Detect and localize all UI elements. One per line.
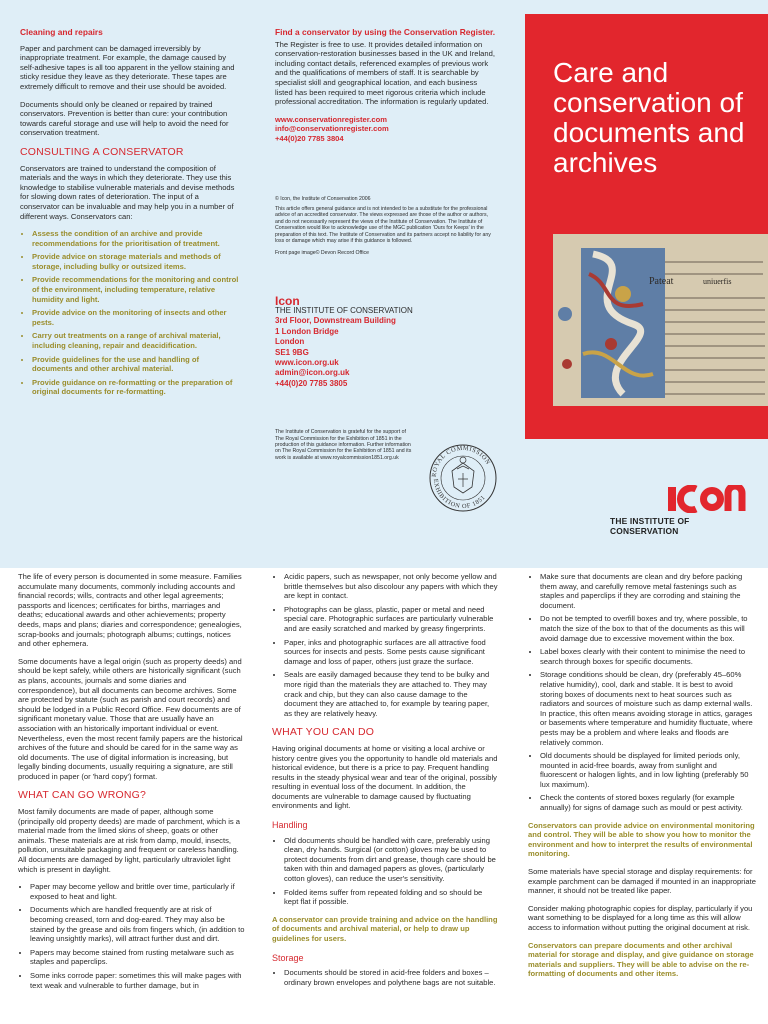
list-item: • Documents which are handled frequently are at risk of becoming creased, torn and dog-eared. They may also be stained by the grease and oils from fingers which, (in addition to leaving unsightly marks), will attract further dust and dirt. — [30, 905, 245, 943]
list-item: • Some inks corrode paper: sometimes this will make pages with text weak and vulnerable to further damage, but in — [30, 971, 245, 990]
list-item: • Do not be tempted to overfill boxes and try, where possible, to match the size of the box to that of the documents as this will avoid damage due to excessive movement within the box. — [540, 614, 756, 643]
seal-bottom-text: EXHIBITION OF 1851 — [431, 478, 487, 511]
list-item: • Provide recommendations for the monitoring and control of the environment, including temperature, relative humidity and light. — [32, 275, 240, 304]
callout-environment: Conservators can provide advice on environmental monitoring and control. They will be able to show you how to monitor the environment and how to interpret the results of environmental monitoring. — [528, 820, 755, 859]
manuscript-text: uniuerfis — [703, 277, 732, 286]
risks-list — [18, 882, 245, 990]
heading-consulting: CONSULTING A CONSERVATOR — [20, 145, 184, 158]
thanks-note: The Institute of Conservation is grateful for the support of The Royal Commission for the Exhibition of 1851 in the production of this guidance information. Further information on The Royal Commission for the Exhibition of 1851 and its work is available at www.royalcommission1851.org.uk — [275, 429, 412, 461]
para-cleaning-2: Documents should only be cleaned or repaired by trained conservators. Prevention is better than cure: your contribution towards careful storage and use will help to avoid the need for conservation treatment. — [20, 99, 229, 138]
para-cleaning-1: Paper and parchment can be damaged irreversibly by inappropriate treatment. For example, the damage caused by self-adhesive tapes is all too apparent in the yellow staining and sticky residue they leave as they deteriorate. These tapes are extremely difficult to remove and their use should be avoided. — [20, 43, 235, 91]
list-item: • Seals are easily damaged because they tend to be bulky and more rigid than the materials they are attached to. They may crack and chip, but they can also cause damage to the document they are attached to, for example by tearing paper, as they are relatively heavy. — [284, 670, 498, 718]
risks-list-continued — [272, 572, 498, 718]
para-consulting: Conservators are trained to understand the composition of materials and the ways in which they deteriorate. They use this knowledge to stabilise vulnerable materials and devise methods for slowing down rates of deterioration. The input of a conservator can be invaluable and may help you in a number of different ways. Conservators can: — [20, 163, 235, 221]
heading-cleaning: Cleaning and repairs — [20, 27, 103, 37]
para-intro-2: Some documents have a legal origin (such as property deeds) and should be kept safely, while others are historically significant (such as plans, accounts, journals and some diaries and correspondence), but all documents can become archives. Some are protected by statute (such as parish and court records) and should be lodged in a Public Record Office. Few documents are of significant monetary value. Those that are usually have an association with an historically important individual or event. Nevertheless, even the most recent family papers are the historical archives of the future and should be cared for in the same way as old documents. The use of digital information is increasing, but legally binding documents, usually requiring a signature, are still produced in paper (or 'hard copy') format. — [18, 656, 243, 781]
heading-find-conservator: Find a conservator by using the Conservation Register. — [275, 27, 496, 37]
list-item: • Provide advice on the monitoring of insects and other pests. — [32, 308, 240, 327]
column-bottom-left — [18, 572, 245, 998]
list-item: • Acidic papers, such as newspaper, not only become yellow and brittle themselves but also discolour any papers with which they are kept in contact. — [284, 572, 498, 601]
seal-top-text: ROYAL COMMISSION — [430, 444, 492, 478]
list-item: • Documents should be stored in acid-free folders and boxes – ordinary brown envelopes and polythene bags are not suitable. — [284, 968, 498, 987]
para-special-materials: Some materials have special storage and display requirements: for example parchment can be damaged if mounted in an inappropriate manner, it should not be treated like paper. — [528, 867, 756, 896]
para-intro-1: The life of every person is documented in some measure. Families accumulate many documents, commonly including accounts and financial records; wills, contracts and other legal agreements; passports and licences; certificates for births, marriages and deaths; educational awards and other achievements; property deeds, maps and plans; diaries and correspondence; genealogies, scrap-books and journals; photograph albums; cuttings, notices and other ephemera. — [18, 572, 242, 649]
list-item: • Carry out treatments on a range of archival material, including cleaning, repair and deacidification. — [32, 331, 240, 350]
list-item: • Old documents should be displayed for limited periods only, mounted in acid-free boards, away from sunlight and fluorescent or halogen lights, and in low lighting (preferably 50 lux maximum). — [540, 751, 756, 789]
para-register: The Register is free to use. It provides detailed information on conservation-restoration businesses based in the UK and Ireland, including contact details, referenced examples of previous work and the qualifications of members of staff. It is searchable by specialist skill and geographical location, and each business listed has been required to meet rigorous criteria which include professional accreditation. The information is regularly updated. — [275, 39, 495, 107]
list-item: • Papers may become stained from rusting metalware such as staples and paperclips. — [30, 948, 245, 967]
list-item: • Storage conditions should be clean, dry (preferably 45–60% relative humidity), cool, dark and stable. It is best to avoid storing boxes of documents next to heat sources such as radiators and sources of moisture such as damp external walls. In practice, this often means avoiding storage in attics, garages or basements where temperature and humidity fluctuate, where pests may be a problem and where leaks and floods are relatively common. — [540, 670, 756, 747]
column-middle-top — [275, 28, 497, 461]
list-item: • Folded items suffer from repeated folding and so should be kept flat if possible. — [284, 888, 498, 907]
list-item: • Photographs can be glass, plastic, paper or metal and need special care. Photographic surfaces are particularly vulnerable and are easily scratched and marked by greasy fingerprints. — [284, 605, 498, 634]
storage-list-continued — [528, 572, 756, 813]
conservator-list — [20, 229, 240, 397]
register-email-link[interactable]: info@conservationregister.com — [275, 124, 389, 134]
icon-website-link[interactable]: www.icon.org.uk — [275, 358, 339, 367]
address-line: 1 London Bridge — [275, 326, 339, 336]
callout-storage-display: Conservators can prepare documents and other archival material for storage and display, and give guidance on storage materials and suppliers. They will be able to advise on the re-formatting of documents and other items. — [528, 940, 754, 979]
address-line: 3rd Floor, Downstream Building — [275, 316, 396, 326]
heading-what-can-go-wrong: WHAT CAN GO WRONG? — [18, 789, 147, 802]
handling-list — [272, 836, 498, 907]
icon-logo-icon — [660, 485, 752, 513]
callout-handling: A conservator can provide training and advice on the handling of documents and archival material, or help to draw up guidelines for users. — [272, 914, 498, 943]
royal-commission-seal-icon — [428, 435, 498, 517]
svg-text:EXHIBITION OF 1851 — [432, 479, 487, 511]
copyright-note: © Icon, the Institute of Conservation 2006 — [275, 195, 371, 202]
icon-address-block — [275, 293, 497, 389]
para-what-you-can-do: Having original documents at home or visiting a local archive or history centre gives you the opportunity to handle old materials and historical evidence, but there is a price to pay. Frequent handling results in the steady physical wear and tear of the original, possibly resulting in eventual loss of the document. In addition, the documents are vulnerable to damage caused by fluctuating environments and light. — [272, 743, 498, 811]
svg-text:ROYAL COMMISSION — [431, 445, 492, 477]
logo-subtitle: THE INSTITUTE OF CONSERVATION — [610, 516, 690, 536]
column-bottom-middle — [272, 572, 498, 995]
icon-name: Icon — [275, 293, 300, 308]
icon-full-name: THE INSTITUTE OF CONSERVATION — [275, 306, 413, 316]
list-item: • Paper, inks and photographic surfaces are all attractive food sources for insects and pests. Some pests cause significant damage and loss of paper, others just graze the surface. — [284, 638, 498, 667]
list-item: • Label boxes clearly with their content to minimise the need to search through boxes for specific documents. — [540, 647, 756, 666]
icon-logo — [610, 485, 752, 536]
front-image-credit: Front page image© Devon Record Office — [275, 250, 369, 257]
disclaimer-note: This article offers general guidance and is not intended to be a substitute for the professional advice of an accredited conservator. The views expressed are those of the author or authors, and do not necessarily represent the views of the Institute of Conservation. The Institute of Conservation would like to acknowledge use of the MGC publication 'Ours for Keeps' in the preparation of this text. The Institute of Conservation and its partners accept no liability for any loss or damage which may arise if this guidance is followed. — [275, 205, 491, 244]
para-photographic-copies: Consider making photographic copies for display, particularly if you want something to be displayed for a long time as this will allow access to information without putting the original document at risk. — [528, 903, 753, 932]
list-item: • Check the contents of stored boxes regularly (for example annually) for signs of damage such as mould or pest activity. — [540, 793, 756, 812]
list-item: • Old documents should be handled with care, preferably using clean, dry hands. Surgical (or cotton) gloves may be used to protect documents from dirt and grease, though care should be taken with thin and damaged papers as gloves, (particularly cotton gloves), can reduce the user's sensitivity. — [284, 836, 498, 884]
icon-email-link[interactable]: admin@icon.org.uk — [275, 368, 350, 378]
list-item: • Assess the condition of an archive and provide recommendations for the prioritisation of treatment. — [32, 229, 240, 248]
register-website-link[interactable]: www.conservationregister.com — [275, 114, 387, 124]
list-item: • Provide guidelines for the use and handling of documents and other archival material. — [32, 355, 240, 374]
manuscript-image — [553, 234, 768, 406]
manuscript-text: Pateat — [649, 276, 674, 287]
heading-handling: Handling — [272, 820, 308, 831]
column-bottom-right — [528, 572, 756, 987]
heading-what-you-can-do: WHAT YOU CAN DO — [272, 726, 375, 739]
cover-title: Care and conservation of documents and archives — [553, 57, 745, 178]
list-item: • Make sure that documents are clean and dry before packing them away, and carefully remove metal fastenings such as staples and paperclips if they are corroding and staining the document. — [540, 572, 756, 610]
heading-storage: Storage — [272, 952, 304, 963]
storage-list — [272, 968, 498, 987]
list-item: • Provide guidance on re-formatting or the preparation of original documents for re-formatting. — [32, 378, 240, 397]
address-line: London — [275, 337, 305, 347]
icon-phone: +44(0)20 7785 3805 — [275, 378, 348, 388]
column-left-top — [20, 28, 240, 405]
para-materials: Most family documents are made of paper, although some (principally old property deeds) are made of parchment, which is a material made from the limed skins of sheep, goats or other animals. These materials are at risk from damp, mould, insects, pollution, unsuitable packaging and frequent or careless handling. All documents are damaged by light, particularly ultraviolet light which is present in daylight. — [18, 807, 241, 874]
address-line: SE1 9BG — [275, 347, 309, 357]
list-item: • Provide advice on storage materials and methods of storage, including bulky or outsized items. — [32, 252, 240, 271]
register-phone: +44(0)20 7785 3804 — [275, 133, 344, 143]
list-item: • Paper may become yellow and brittle over time, particularly if exposed to heat and light. — [30, 882, 245, 901]
